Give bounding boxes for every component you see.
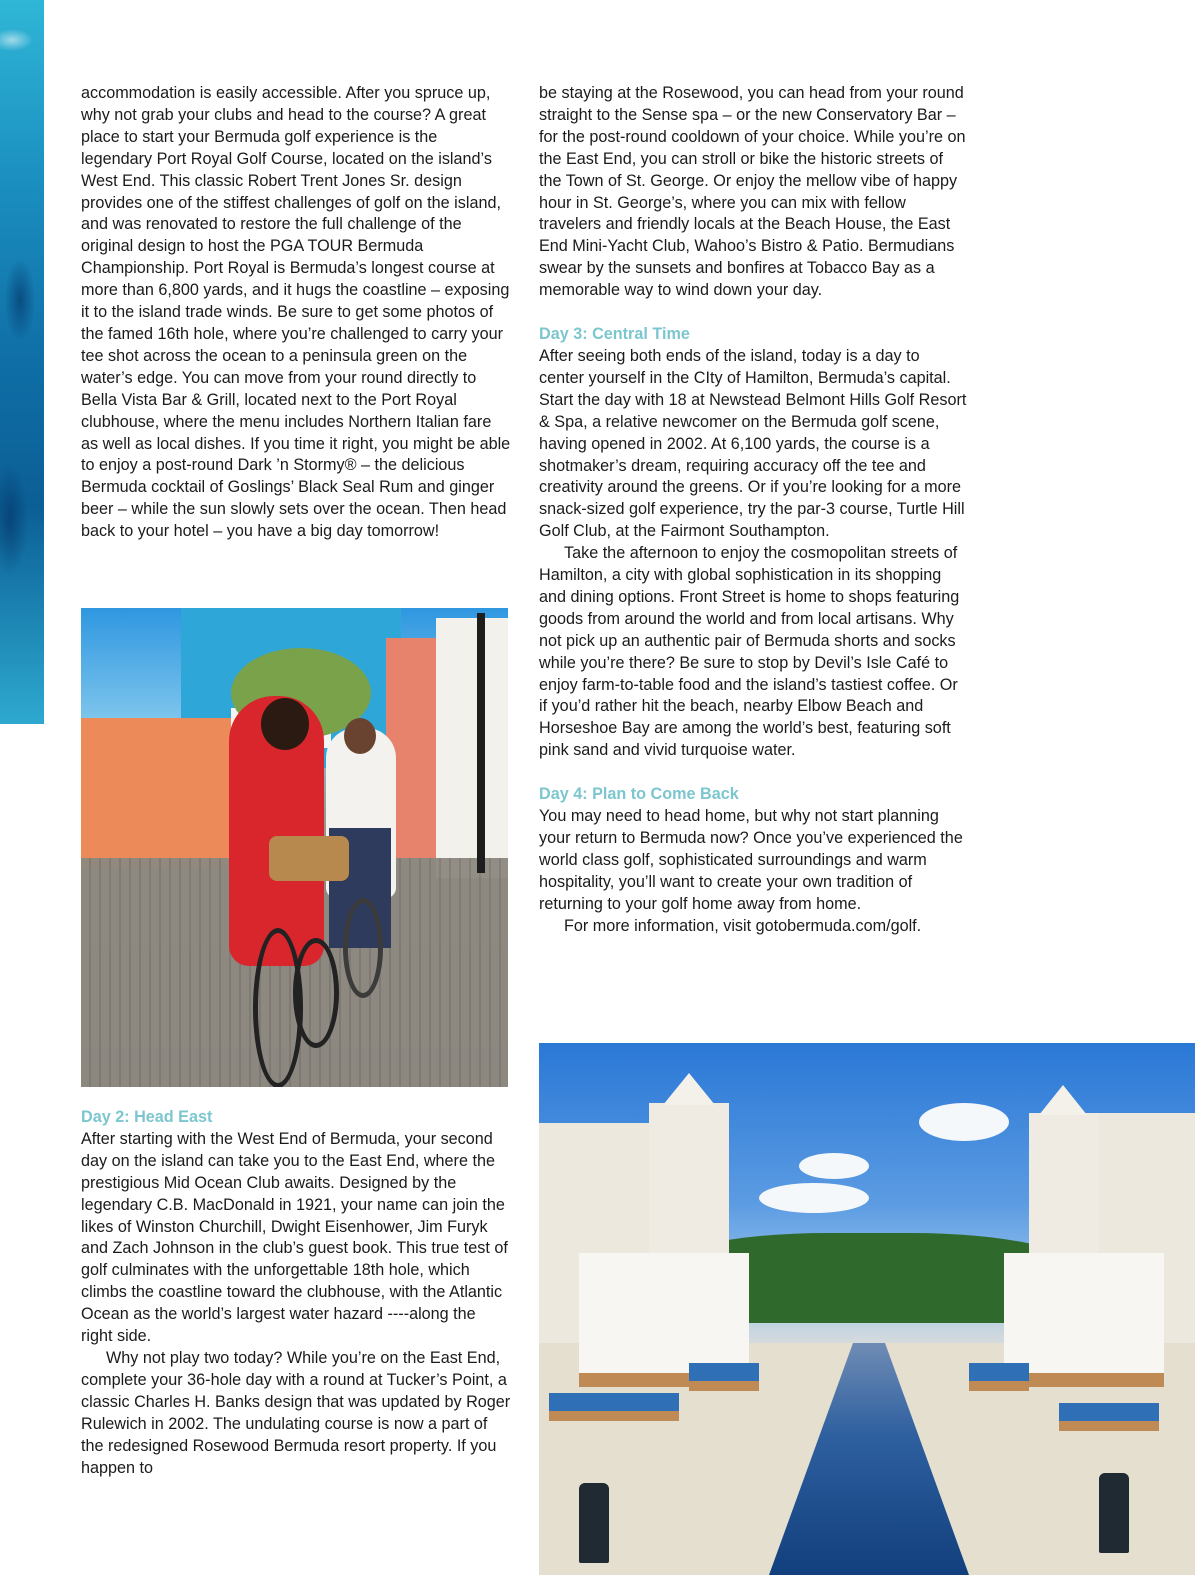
day3-heading: Day 3: Central Time bbox=[539, 325, 690, 344]
day3-paragraph-2: Take the afternoon to enjoy the cosmopolitan streets of Hamilton, a city with global sophistication in its shopping and dining options. Front Street is home to shops featuring goods from around the world and from local artisans. Why not pick up an authentic pair of Bermuda shorts and socks while you’re there? Be sure to stop by Devil’s Isle Café to enjoy farm-to-table food and the island’s tastiest coffee. Or if you’d rather hit the beach, nearby Elbow Beach and Horseshoe Bay are among the world’s best, featuring soft pink sand and vivid turquoise water. bbox=[539, 544, 960, 760]
intro-paragraph: accommodation is easily accessible. After you spruce up, why not grab your clubs and head to the course? A great place to start your Bermuda golf experience is the legendary Port Royal Golf Course, located on the island’s West End. This classic Robert Trent Jones Sr. design provides one of the stiffest challenges of golf on the island, and was renovated to restore the full challenge of the original design to host the PGA TOUR Bermuda Championship. Port Royal is Bermuda’s longest course at more than 6,800 yards, and it hugs the coastline – exposing it to the island trade winds. Be sure to get some photos of the famed 16th hole, where you’re challenged to carry your tee shot across the ocean to a peninsula green on the water’s edge. You can move from your round directly to Bella Vista Bar & Grill, located next to the Port Royal clubhouse, where the menu includes Northern Italian fare as well as local dishes. If you time it right, you might be able to enjoy a post-round Dark ’n Stormy® – the delicious Bermuda cocktail of Goslings’ Black Seal Rum and ginger beer – while the sun slowly sets over the ocean. Then head back to your hotel – you have a big day tomorrow! bbox=[81, 84, 511, 541]
cyclists-photo bbox=[81, 608, 508, 1087]
day2-heading: Day 2: Head East bbox=[81, 1108, 213, 1126]
day2-paragraph-1: After starting with the West End of Bermuda, your second day on the island can take you to the East End, where the prestigious Mid Ocean Club awaits. Designed by the legendary C.B. MacDonald in 1921, your name can join the likes of Winston Churchill, Dwight Eisenhower, Jim Furyk and Zach Johnson in the club’s guest book. This true test of golf culminates with the unforgettable 18th hole, which climbs the coastline toward the clubhouse, with the Atlantic Ocean as the world’s largest water hazard ----along the right side. bbox=[81, 1129, 508, 1346]
ocean-photo-strip bbox=[0, 0, 44, 724]
left-column bbox=[81, 83, 511, 543]
left-column-lower bbox=[81, 1107, 511, 1479]
continuation-paragraph: be staying at the Rosewood, you can head from your round straight to the Sense spa – or the new Conservatory Bar – for the post-round cooldown of your choice. While you’re on the East End, you can stroll or bike the historic streets of the Town of St. George. Or enjoy the mellow vibe of happy hour in St. George’s, where you can mix with fellow travelers and friendly locals at the Beach House, the East End Mini-Yacht Club, Wahoo’s Bistro & Patio. Bermudians swear by the sunsets and bonfires at Tobacco Bay as a memorable way to wind down your day. bbox=[539, 84, 966, 300]
day4-heading: Day 4: Plan to Come Back bbox=[539, 785, 739, 804]
right-column bbox=[539, 83, 969, 938]
day2-paragraph-2: Why not play two today? While you’re on the East End, complete your 36-hole day with a round at Tucker’s Point, a classic Charles H. Banks design that was updated by Roger Rulewich in 2002. The undulating course is now a part of the redesigned Rosewood Bermuda resort property. If you happen to bbox=[81, 1348, 511, 1477]
day3-paragraph-1: After seeing both ends of the island, today is a day to center yourself in the CIty of Hamilton, Bermuda’s capital. Start the day with 18 at Newstead Belmont Hills Golf Resort & Spa, a relative newcomer on the Bermuda golf scene, having opened in 2002. At 6,100 yards, the course is a shotmaker’s dream, requiring accuracy off the tee and creativity around the greens. Or if you’re looking for a more snack-sized golf experience, try the par-3 course, Turtle Hill Golf Club, at the Fairmont Southampton. bbox=[539, 346, 967, 541]
resort-pool-photo bbox=[539, 1043, 1195, 1575]
day4-paragraph-2: For more information, visit gotobermuda.com/golf. bbox=[564, 916, 922, 935]
day4-paragraph-1: You may need to head home, but why not start planning your return to Bermuda now? Once you’ve experienced the world class golf, sophisticated surroundings and warm hospitality, you’ll want to create your own tradition of returning to your golf home away from home. bbox=[539, 807, 963, 913]
